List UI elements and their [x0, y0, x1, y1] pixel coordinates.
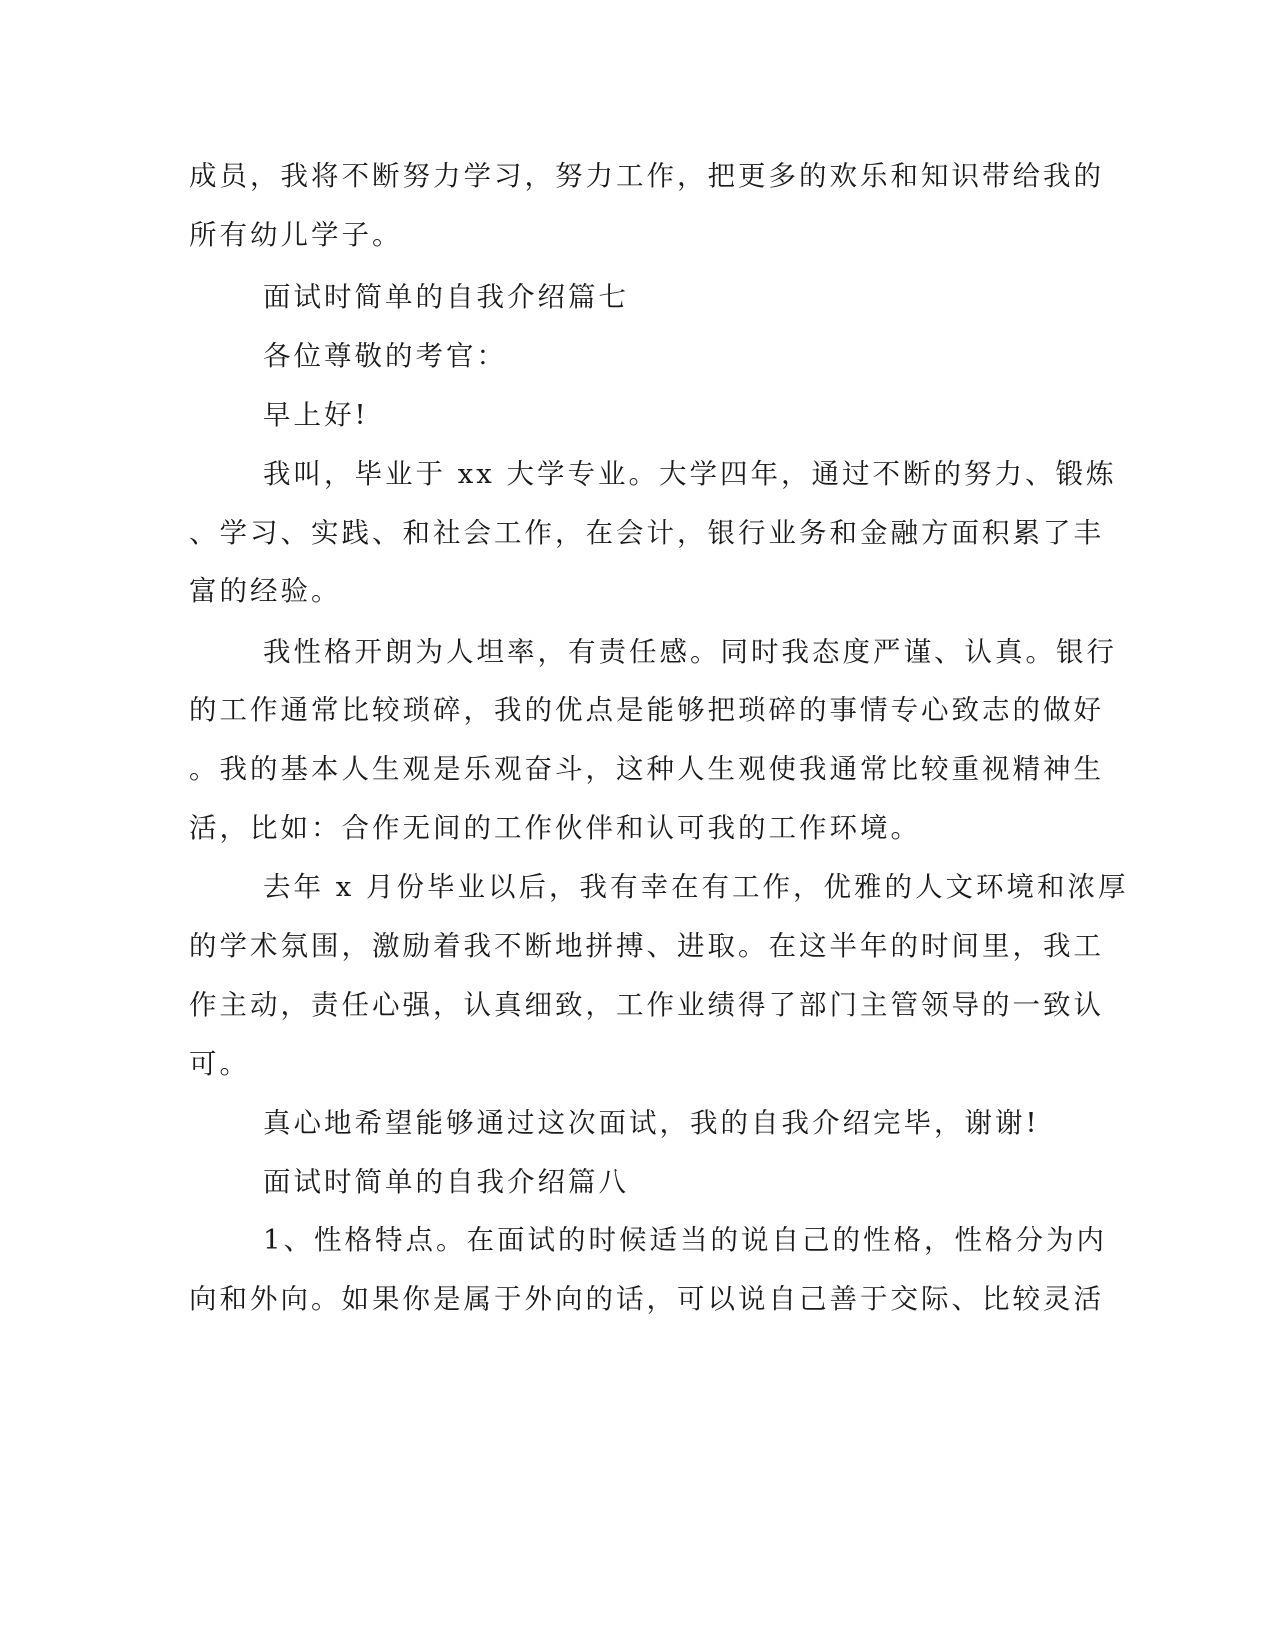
paragraph-line: 、学习、实践、和社会工作，在会计，银行业务和金融方面积累了丰 — [189, 517, 1104, 549]
paragraph-line: 作主动，责任心强，认真细致，工作业绩得了部门主管领导的一致认 — [189, 989, 1104, 1021]
paragraph-line: 去年 x 月份毕业以后，我有幸在有工作，优雅的人文环境和浓厚 — [263, 871, 1129, 903]
paragraph-line: 我叫，毕业于 xx 大学专业。大学四年，通过不断的努力、锻炼 — [263, 458, 1117, 490]
section-heading: 面试时简单的自我介绍篇八 — [263, 1166, 629, 1198]
section-heading: 面试时简单的自我介绍篇七 — [263, 281, 629, 313]
paragraph-line: 1、性格特点。在面试的时候适当的说自己的性格，性格分为内 — [263, 1224, 1107, 1256]
paragraph-line: 。我的基本人生观是乐观奋斗，这种人生观使我通常比较重视精神生 — [189, 753, 1104, 785]
paragraph-line: 我性格开朗为人坦率，有责任感。同时我态度严谨、认真。银行 — [263, 636, 1117, 668]
paragraph-line: 真心地希望能够通过这次面试，我的自我介绍完毕，谢谢! — [263, 1107, 1040, 1139]
paragraph-line: 成员，我将不断努力学习，努力工作，把更多的欢乐和知识带给我的 — [189, 160, 1104, 192]
salutation: 各位尊敬的考官： — [263, 340, 507, 372]
paragraph-line: 富的经验。 — [189, 575, 342, 607]
paragraph-line: 的学术氛围，激励着我不断地拼搏、进取。在这半年的时间里，我工 — [189, 930, 1104, 962]
paragraph-line: 可。 — [189, 1048, 250, 1080]
paragraph-line: 所有幼儿学子。 — [189, 219, 403, 251]
paragraph-line: 活，比如：合作无间的工作伙伴和认可我的工作环境。 — [189, 812, 921, 844]
paragraph-line: 向和外向。如果你是属于外向的话，可以说自己善于交际、比较灵活 — [189, 1283, 1104, 1315]
paragraph-line: 的工作通常比较琐碎，我的优点是能够把琐碎的事情专心致志的做好 — [189, 694, 1104, 726]
greeting: 早上好! — [263, 399, 369, 431]
